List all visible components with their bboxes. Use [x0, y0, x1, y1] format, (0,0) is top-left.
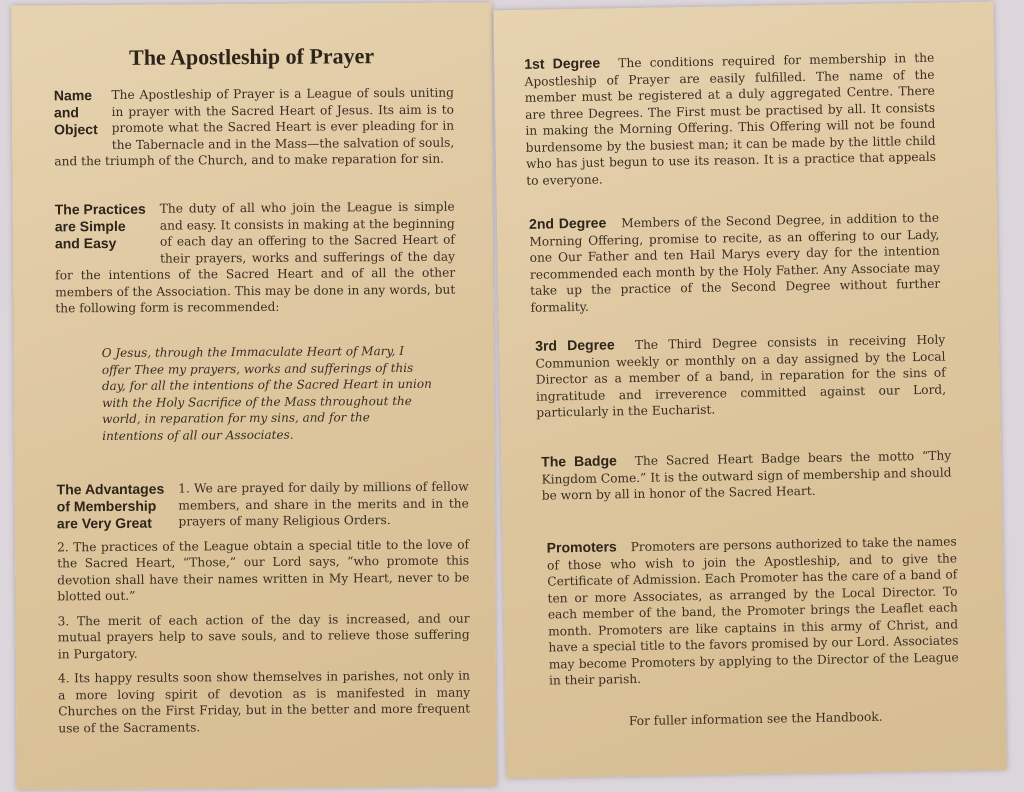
heading-line: Name	[53, 87, 93, 104]
advantages-section	[57, 479, 471, 745]
page-title: The Apostleship of Prayer	[129, 43, 375, 70]
heading-line: and	[53, 104, 79, 121]
promoters-text: Promoters are persons authorized to take the names of those who wish to join the Apostleship, and to give the Certificate of Admission. Each Promoter has the care of a band of ten or more Associates, as arranged by the Local Director. To each member of the band, the Promoter brings the Leaflet each month. Promoters are like captains in this army of Christ, and have a special title to the favors promised by our Lord. Associates may become Promoters by applying to the Director of the League in their parish.	[546, 534, 959, 688]
second-degree-heading: 2nd Degree	[528, 214, 607, 232]
first-degree-heading: 1st Degree	[524, 54, 601, 72]
heading-line: and Easy	[54, 234, 117, 252]
heading-line: are Very Great	[56, 514, 152, 532]
badge-text: The Sacred Heart Badge bears the motto “Thy Kingdom Come.” It is the outward sign of membership and should be worn by all in honor of the Sacred Heart.	[541, 448, 952, 503]
second-degree-section	[529, 209, 941, 316]
right-page	[493, 2, 1006, 779]
heading-line: The Practices	[54, 200, 146, 218]
advantage-item: 4. Its happy results soon show themselves in parishes, not only in a more loving spirit of devotion as is manifested in many Churches on the First Friday, but in the better and more frequent use of the Sacraments.	[57, 668, 471, 735]
practices-text: The duty of all who join the League is simple and easy. It consists in making at the beginning of each day an offering to the Sacred Heart of their prayers, works and sufferings of the day for the intentions of the Sacred Heart and of all the other members of the Association. This may be done in any words, but the following form is recommended:	[55, 199, 456, 316]
second-degree-text: Members of the Second Degree, in addition to the Morning Offering, promise to recite, as an offering to our Lady, one Our Father and ten Hail Marys every day for the intention recommended each month by the Holy Father. Any Associate may take up the practice of the Second Degree without further formality.	[529, 210, 941, 315]
promoters-section	[547, 532, 960, 689]
handbook-note: For fuller information see the Handbook.	[628, 709, 883, 729]
third-degree-section	[535, 331, 946, 422]
advantage-item: 2. The practices of the League obtain a special title to the love of the Sacred Heart, “Those,” our Lord says, “who promote this devotion shall have their names written in My Heart, never to be blotted out.”	[56, 537, 470, 604]
promoters-heading: Promoters	[546, 538, 617, 556]
practices-heading	[55, 201, 146, 253]
name-and-object-heading	[54, 87, 98, 138]
first-degree-text: The conditions required for membership in the Apostleship of Prayer are easily fulfilled. The name of the member must be registered at a duly aggregated Centre. There are three Degrees. The First must be practised by all. It consists in making the Morning Offering. This Offering will not be found burdensome by the busiest man; it can be made by the little child who has just begun to use its reason. It is a practice that appeals to everyone.	[524, 50, 937, 188]
first-degree-section	[524, 49, 936, 189]
practices-section	[55, 199, 456, 317]
third-degree-text: The Third Degree consists in receiving Holy Communion weekly or monthly on a day assigned by the Local Director as a member of a band, in reparation for the sins of ingratitude and irreverence committed against our Lord, particularly in the Eucharist.	[535, 332, 947, 420]
advantage-item: 3. The merit of each action of the day is increased, and our mutual prayers help to save souls, and to relieve those suffering in Purgatory.	[57, 611, 470, 661]
name-and-object-text: The Apostleship of Prayer is a League of souls uniting in prayer with the Sacred Heart of Jesus. Its aim is to promote what the Sacred Heart is ever pleading for in the Tabernacle and in the Mass—the salvation of souls, and the triumph of the Church, and to make reparation for sin.	[54, 85, 455, 169]
heading-line: are Simple	[54, 217, 126, 235]
badge-heading: The Badge	[541, 452, 617, 470]
morning-offering-prayer: O Jesus, through the Immaculate Heart of Mary, I offer Thee my prayers, works and sufferings of this day, for all the intentions of the Sacred Heart in union with the Holy Sacrifice of the Mass throughout the world, in reparation for my sins, and for the intentions of all our Associates.	[101, 343, 432, 443]
advantage-item: 1. We are prayed for daily by millions of fellow members, and share in the merits and in the prayers of many Religious Orders.	[178, 479, 469, 529]
name-and-object-section	[54, 85, 455, 170]
badge-section	[541, 447, 952, 505]
heading-line: The Advantages	[56, 480, 165, 498]
third-degree-heading: 3rd Degree	[535, 336, 615, 354]
left-page	[11, 2, 496, 789]
heading-line: of Membership	[56, 497, 157, 515]
advantages-heading	[57, 481, 165, 533]
heading-line: Object	[54, 121, 98, 138]
